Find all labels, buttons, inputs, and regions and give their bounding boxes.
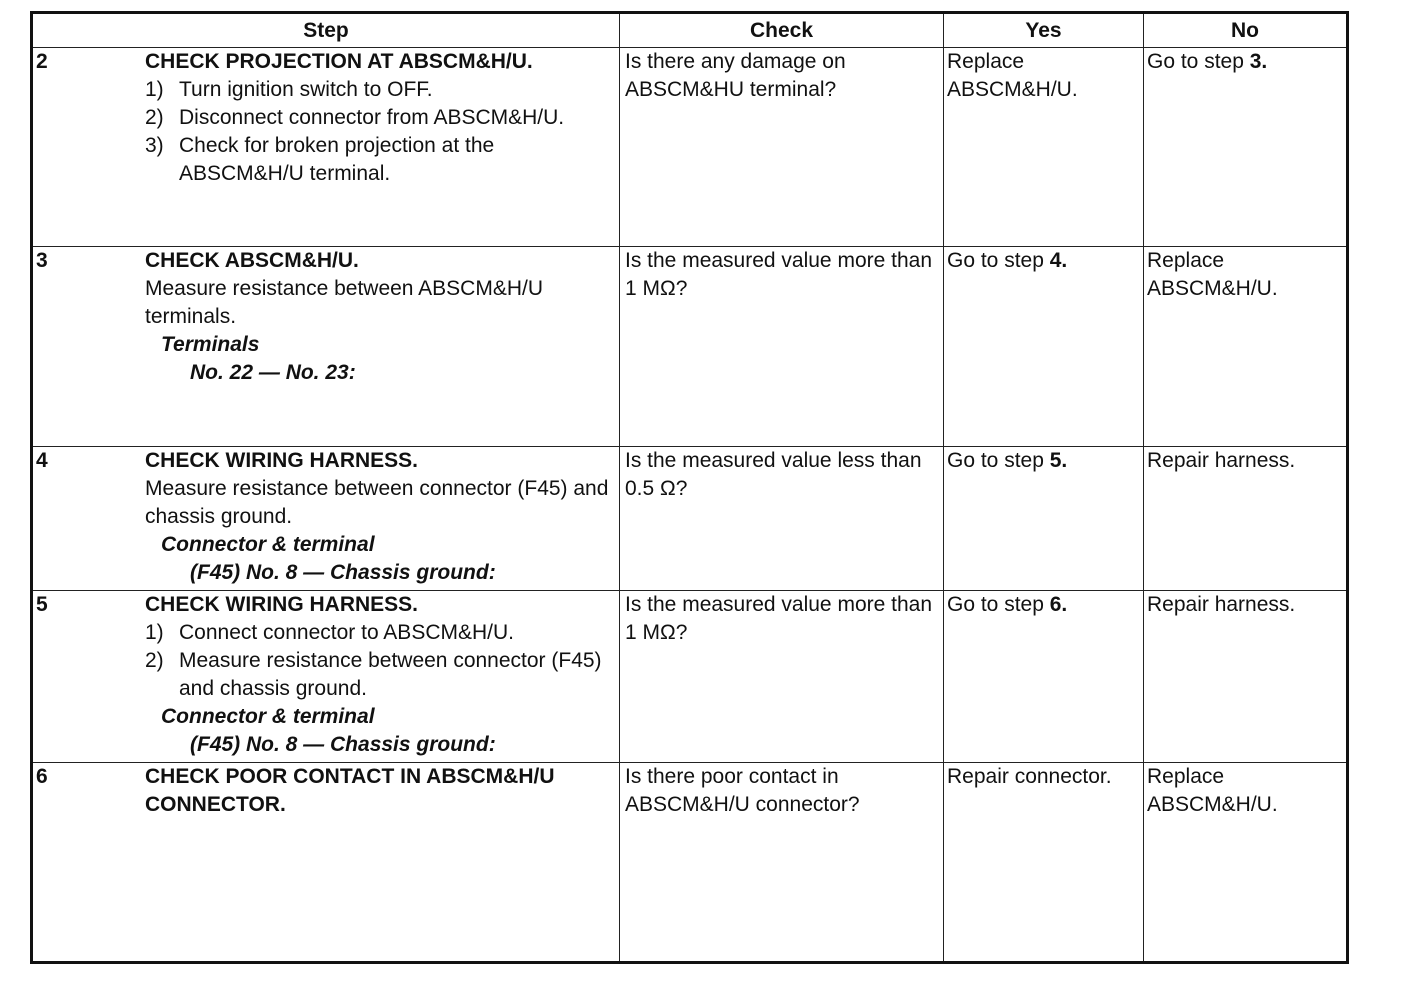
header-row	[32, 13, 1348, 48]
step-title: CHECK POOR CONTACT IN ABSCM&H/U CONNECTOR.	[145, 765, 555, 816]
step-list-number: 2)	[145, 649, 164, 672]
header-no: No	[1144, 13, 1348, 48]
no-action: Replace ABSCM&H/U.	[1147, 249, 1278, 300]
no-cell	[1144, 447, 1348, 591]
step-title: CHECK WIRING HARNESS.	[145, 449, 419, 472]
diagnostic-table	[30, 11, 1349, 964]
step-list-text: Check for broken projection at the ABSCM&H/U terminal.	[179, 134, 495, 185]
spec-label: Terminals	[161, 333, 260, 356]
no-cell	[1144, 48, 1348, 247]
no-cell	[1144, 247, 1348, 447]
step-list-number: 1)	[145, 78, 164, 101]
header-yes: Yes	[944, 13, 1144, 48]
step-list-item	[145, 104, 619, 132]
header-step: Step	[32, 13, 620, 48]
step-body	[145, 48, 619, 188]
step-cell	[32, 447, 620, 591]
table-row	[32, 247, 1348, 447]
table-body	[32, 48, 1348, 963]
yes-cell	[944, 591, 1144, 763]
step-list-number: 2)	[145, 106, 164, 129]
step-number: 3	[36, 249, 48, 272]
no-step-ref: 3.	[1249, 50, 1268, 73]
check-question: Is the measured value less than 0.5 Ω?	[625, 449, 922, 500]
step-list-number: 1)	[145, 621, 164, 644]
step-title: CHECK ABSCM&H/U.	[145, 249, 359, 272]
table-row	[32, 763, 1348, 963]
step-cell	[32, 763, 620, 963]
step-body	[145, 247, 619, 387]
step-instruction: Measure resistance between connector (F45) and chassis ground.	[145, 477, 609, 528]
step-body	[145, 591, 619, 759]
step-body	[145, 447, 619, 587]
yes-action: Replace ABSCM&H/U.	[947, 50, 1078, 101]
yes-action: Go to step	[947, 249, 1044, 272]
yes-action: Repair connector.	[947, 765, 1112, 788]
step-list-text: Disconnect connector from ABSCM&H/U.	[179, 106, 565, 129]
no-action: Repair harness.	[1147, 449, 1296, 472]
step-list-item	[145, 76, 619, 104]
step-cell	[32, 591, 620, 763]
step-title: CHECK PROJECTION AT ABSCM&H/U.	[145, 50, 533, 73]
check-cell	[620, 763, 944, 963]
spec-value: (F45) No. 8 — Chassis ground:	[190, 561, 496, 584]
step-list-number: 3)	[145, 134, 164, 157]
yes-step-ref: 4.	[1049, 249, 1068, 272]
step-cell	[32, 48, 620, 247]
yes-action: Go to step	[947, 593, 1044, 616]
no-action: Repair harness.	[1147, 593, 1296, 616]
yes-cell	[944, 763, 1144, 963]
no-action: Replace ABSCM&H/U.	[1147, 765, 1278, 816]
table-row	[32, 48, 1348, 247]
check-cell	[620, 247, 944, 447]
spec-value: No. 22 — No. 23:	[190, 361, 356, 384]
no-cell	[1144, 591, 1348, 763]
check-question: Is there poor contact in ABSCM&H/U connector?	[625, 765, 860, 816]
check-question: Is the measured value more than 1 MΩ?	[625, 249, 933, 300]
yes-cell	[944, 447, 1144, 591]
step-list-item	[145, 619, 619, 647]
table-row	[32, 447, 1348, 591]
step-number: 4	[36, 449, 48, 472]
spec-label: Connector & terminal	[161, 705, 375, 728]
yes-step-ref: 5.	[1049, 449, 1068, 472]
table-row	[32, 591, 1348, 763]
step-number: 5	[36, 593, 48, 616]
spec-value: (F45) No. 8 — Chassis ground:	[190, 733, 496, 756]
check-cell	[620, 48, 944, 247]
check-cell	[620, 591, 944, 763]
step-list-text: Connect connector to ABSCM&H/U.	[179, 621, 514, 644]
check-cell	[620, 447, 944, 591]
step-body	[145, 763, 619, 819]
step-list-item	[145, 647, 619, 703]
header-check: Check	[620, 13, 944, 48]
step-number: 2	[36, 50, 48, 73]
step-instruction: Measure resistance between ABSCM&H/U terminals.	[145, 277, 544, 328]
step-title: CHECK WIRING HARNESS.	[145, 593, 419, 616]
no-cell	[1144, 763, 1348, 963]
yes-cell	[944, 48, 1144, 247]
step-number: 6	[36, 765, 48, 788]
no-action: Go to step	[1147, 50, 1244, 73]
step-cell	[32, 247, 620, 447]
check-question: Is there any damage on ABSCM&HU terminal?	[625, 50, 846, 101]
check-question: Is the measured value more than 1 MΩ?	[625, 593, 933, 644]
yes-step-ref: 6.	[1049, 593, 1068, 616]
step-list-text: Measure resistance between connector (F45) and chassis ground.	[179, 649, 602, 700]
step-list-item	[145, 132, 619, 188]
spec-label: Connector & terminal	[161, 533, 375, 556]
step-list-text: Turn ignition switch to OFF.	[179, 78, 433, 101]
yes-action: Go to step	[947, 449, 1044, 472]
yes-cell	[944, 247, 1144, 447]
